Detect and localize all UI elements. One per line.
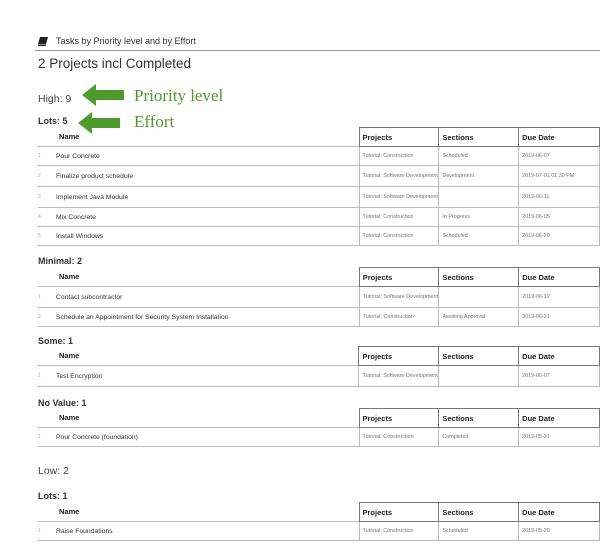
table-row[interactable] [38, 522, 600, 541]
column-header-due-date: Due Date [519, 128, 600, 147]
task-project: Tutorial: Software Development [359, 366, 439, 387]
column-header-projects: Projects [359, 347, 439, 366]
column-header-projects: Projects [359, 409, 439, 428]
column-header-due-date: Due Date [519, 347, 600, 366]
task-due-date: 2019-06-07 [519, 147, 600, 166]
row-number: 5 [38, 227, 53, 246]
table-row[interactable] [38, 187, 600, 208]
task-section: Completed [439, 428, 519, 447]
row-number: 3 [38, 187, 53, 208]
task-table-high-some [38, 346, 600, 387]
report-header [38, 36, 196, 46]
task-project: Tutorial: Software Development [359, 166, 439, 187]
table-row[interactable] [38, 208, 600, 227]
task-name[interactable]: Mix Concrete [53, 208, 359, 227]
effort-heading-no-value: No Value: 1 [38, 398, 87, 408]
book-icon [38, 37, 48, 46]
column-header-name: Name [59, 351, 80, 361]
task-section: In Progress [439, 208, 519, 227]
task-section: Scheduled [439, 227, 519, 246]
task-project: Tutorial: Software Development [359, 187, 439, 208]
table-row[interactable] [38, 287, 600, 308]
task-project: Tutorial: Construction [359, 227, 439, 246]
column-header-sections: Sections [439, 347, 519, 366]
effort-heading-lots: Lots: 5 [38, 116, 68, 126]
task-project: Tutorial: Construction [359, 308, 439, 327]
row-number: 1 [38, 287, 53, 308]
task-due-date: 2019-06-11 [519, 187, 600, 208]
task-name[interactable]: Pour Concrete (foundation) [53, 428, 359, 447]
column-header-name: Name [59, 413, 80, 423]
column-header-sections: Sections [439, 268, 519, 287]
row-number: 2 [38, 308, 53, 327]
task-project: Tutorial: Construction [359, 208, 439, 227]
effort-annotation: Effort [134, 112, 175, 131]
task-name[interactable]: Install Windows [53, 227, 359, 246]
task-name[interactable]: Test Encryption [53, 366, 359, 387]
task-project: Tutorial: Construction [359, 522, 439, 541]
row-number: 1 [38, 522, 53, 541]
task-project: Tutorial: Construction [359, 428, 439, 447]
task-due-date: 2019-06-21 [519, 308, 600, 327]
priority-arrow-icon [82, 84, 124, 106]
header-divider [35, 50, 600, 51]
task-section: Development [439, 166, 519, 187]
column-header-projects: Projects [359, 268, 439, 287]
task-due-date: 2019-06-12 [519, 287, 600, 308]
task-section: Scheduled [439, 147, 519, 166]
row-number: 1 [38, 366, 53, 387]
priority-heading-high: High: 9 [38, 93, 72, 105]
page-title: 2 Projects incl Completed [38, 56, 192, 71]
effort-heading-lots: Lots: 1 [38, 491, 68, 501]
column-header-sections: Sections [439, 128, 519, 147]
task-due-date: 2019-06-05 [519, 208, 600, 227]
effort-heading-some: Some: 1 [38, 336, 74, 346]
task-section [439, 187, 519, 208]
report-title: Tasks by Priority level and by Effort [56, 36, 196, 46]
row-number: 4 [38, 208, 53, 227]
task-table-high-lots [38, 127, 600, 246]
task-name[interactable]: Finalize product schedule [53, 166, 359, 187]
task-name[interactable]: Contact subcontractor [53, 287, 359, 308]
task-due-date: 2019-06-20 [519, 227, 600, 246]
task-section [439, 287, 519, 308]
column-header-name: Name [59, 272, 80, 282]
task-due-date: 2019-06-07 [519, 366, 600, 387]
task-name[interactable]: Pour Concrete [53, 147, 359, 166]
table-row[interactable] [38, 366, 600, 387]
task-due-date: 2019-05-31 [519, 428, 600, 447]
table-row[interactable] [38, 227, 600, 246]
task-project: Tutorial: Construction [359, 147, 439, 166]
task-table-low-lots [38, 502, 600, 541]
task-name[interactable]: Implement Java Module [53, 187, 359, 208]
priority-annotation: Priority level [134, 86, 224, 105]
row-number: 1 [38, 428, 53, 447]
priority-heading-low: Low: 2 [38, 465, 69, 477]
column-header-sections: Sections [439, 503, 519, 522]
task-section: Scheduled [439, 522, 519, 541]
task-table-high-minimal [38, 267, 600, 327]
task-section [439, 366, 519, 387]
task-section: Awaiting Approval [439, 308, 519, 327]
row-number: 1 [38, 147, 53, 166]
task-table-high-no-value [38, 408, 600, 447]
table-row[interactable] [38, 147, 600, 166]
column-header-due-date: Due Date [519, 409, 600, 428]
task-name[interactable]: Schedule an Appointment for Security System Installation [53, 308, 359, 327]
column-header-due-date: Due Date [519, 503, 600, 522]
effort-heading-minimal: Minimal: 2 [38, 256, 83, 266]
table-row[interactable] [38, 166, 600, 187]
row-number: 2 [38, 166, 53, 187]
table-row[interactable] [38, 428, 600, 447]
column-header-name: Name [59, 507, 80, 517]
task-name[interactable]: Raise Foundations [53, 522, 359, 541]
column-header-projects: Projects [359, 503, 439, 522]
column-header-due-date: Due Date [519, 268, 600, 287]
column-header-name: Name [59, 132, 80, 142]
task-project: Tutorial: Software Development [359, 287, 439, 308]
table-row[interactable] [38, 308, 600, 327]
column-header-sections: Sections [439, 409, 519, 428]
task-due-date: 2019-07-01 01:30 PM [519, 166, 600, 187]
task-due-date: 2019-05-20 [519, 522, 600, 541]
column-header-projects: Projects [359, 128, 439, 147]
